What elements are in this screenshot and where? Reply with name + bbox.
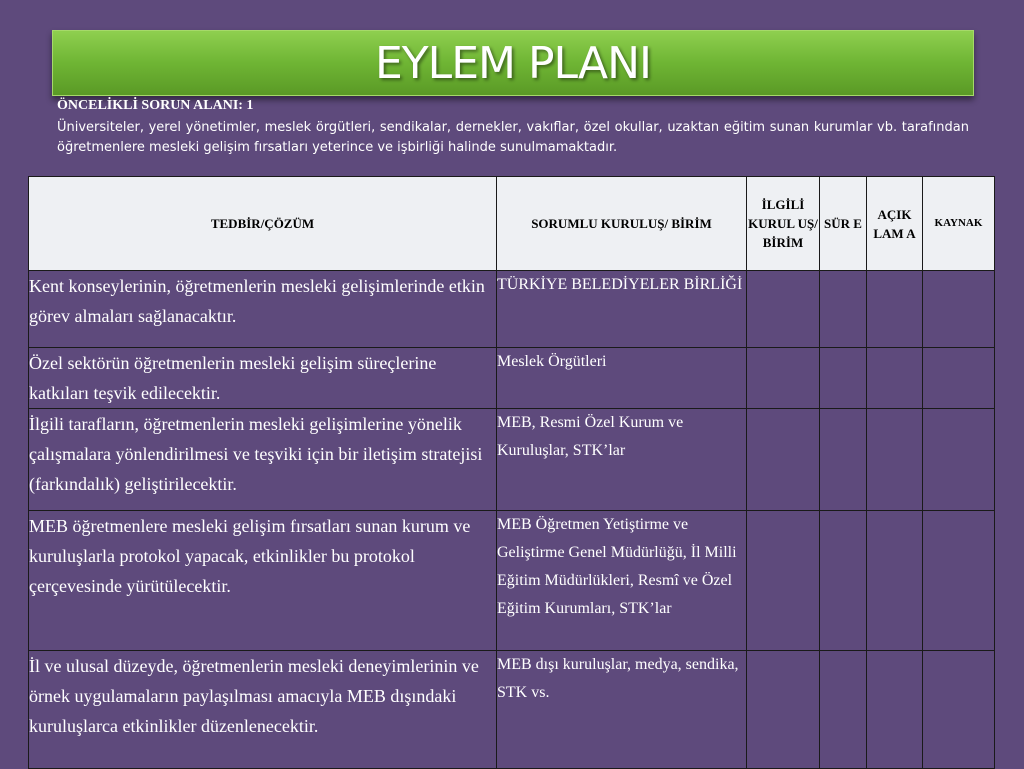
cell-sure bbox=[820, 271, 867, 348]
cell-kaynak bbox=[923, 348, 995, 409]
cell-ilgili bbox=[747, 348, 820, 409]
table-row bbox=[29, 511, 995, 651]
cell-tedbir: İl ve ulusal düzeyde, öğretmenlerin mesleki deneyimlerinin ve örnek uygulamaların paylaşılması amacıyla MEB dışındaki kuruluşlarca etkinlikler düzenlenecektir. bbox=[29, 651, 497, 769]
header-ilgili: İLGİLİ KURUL UŞ/ BİRİM bbox=[747, 177, 820, 271]
header-sorumlu: SORUMLU KURULUŞ/ BİRİM bbox=[497, 177, 747, 271]
cell-tedbir: İlgili tarafların, öğretmenlerin mesleki gelişimlerine yönelik çalışmalara yönlendirilmesi ve teşviki için bir iletişim stratejisi (farkındalık) geliştirilecektir. bbox=[29, 409, 497, 511]
problem-description: Üniversiteler, yerel yönetimler, meslek örgütleri, sendikalar, dernekler, vakıflar, özel okullar, uzaktan eğitim sunan kurumlar vb. tarafından öğretmenlere mesleki gelişim fırsatları yeterince ve işbirliği halinde sunulmamaktadır. bbox=[57, 120, 969, 155]
cell-ilgili bbox=[747, 271, 820, 348]
cell-aciklama bbox=[867, 271, 923, 348]
header-sure: SÜR E bbox=[820, 177, 867, 271]
cell-aciklama bbox=[867, 409, 923, 511]
table-row bbox=[29, 348, 995, 409]
cell-tedbir: MEB öğretmenlere mesleki gelişim fırsatları sunan kurum ve kuruluşlarla protokol yapacak, etkinlikler bu protokol çerçevesinde yürütülecektir. bbox=[29, 511, 497, 651]
table-header-row bbox=[29, 177, 995, 271]
cell-sorumlu: MEB dışı kuruluşlar, medya, sendika, STK vs. bbox=[497, 651, 747, 769]
cell-sure bbox=[820, 511, 867, 651]
problem-heading: ÖNCELİKLİ SORUN ALANI: 1 bbox=[57, 98, 254, 113]
cell-kaynak bbox=[923, 409, 995, 511]
table-row bbox=[29, 271, 995, 348]
header-kaynak: KAYNAK bbox=[923, 177, 995, 271]
cell-sorumlu: TÜRKİYE BELEDİYELER BİRLİĞİ bbox=[497, 271, 747, 348]
cell-aciklama bbox=[867, 348, 923, 409]
cell-kaynak bbox=[923, 511, 995, 651]
cell-kaynak bbox=[923, 271, 995, 348]
cell-ilgili bbox=[747, 409, 820, 511]
table-row bbox=[29, 409, 995, 511]
cell-tedbir: Özel sektörün öğretmenlerin mesleki gelişim süreçlerine katkıları teşvik edilecektir. bbox=[29, 348, 497, 409]
cell-ilgili bbox=[747, 651, 820, 769]
header-aciklama: AÇIK LAM A bbox=[867, 177, 923, 271]
cell-sorumlu: Meslek Örgütleri bbox=[497, 348, 747, 409]
action-plan-table bbox=[28, 176, 995, 769]
cell-aciklama bbox=[867, 651, 923, 769]
table-row bbox=[29, 651, 995, 769]
cell-ilgili bbox=[747, 511, 820, 651]
cell-kaynak bbox=[923, 651, 995, 769]
cell-sure bbox=[820, 651, 867, 769]
cell-aciklama bbox=[867, 511, 923, 651]
title-banner bbox=[52, 30, 974, 96]
page-title: EYLEM PLANI bbox=[375, 37, 651, 89]
cell-sorumlu: MEB, Resmi Özel Kurum ve Kuruluşlar, STK’lar bbox=[497, 409, 747, 511]
cell-sure bbox=[820, 409, 867, 511]
header-tedbir: TEDBİR/ÇÖZÜM bbox=[29, 177, 497, 271]
cell-tedbir: Kent konseylerinin, öğretmenlerin mesleki gelişimlerinde etkin görev almaları sağlanacaktır. bbox=[29, 271, 497, 348]
cell-sorumlu: MEB Öğretmen Yetiştirme ve Geliştirme Genel Müdürlüğü, İl Milli Eğitim Müdürlükleri, Resmî ve Özel Eğitim Kurumları, STK’lar bbox=[497, 511, 747, 651]
cell-sure bbox=[820, 348, 867, 409]
